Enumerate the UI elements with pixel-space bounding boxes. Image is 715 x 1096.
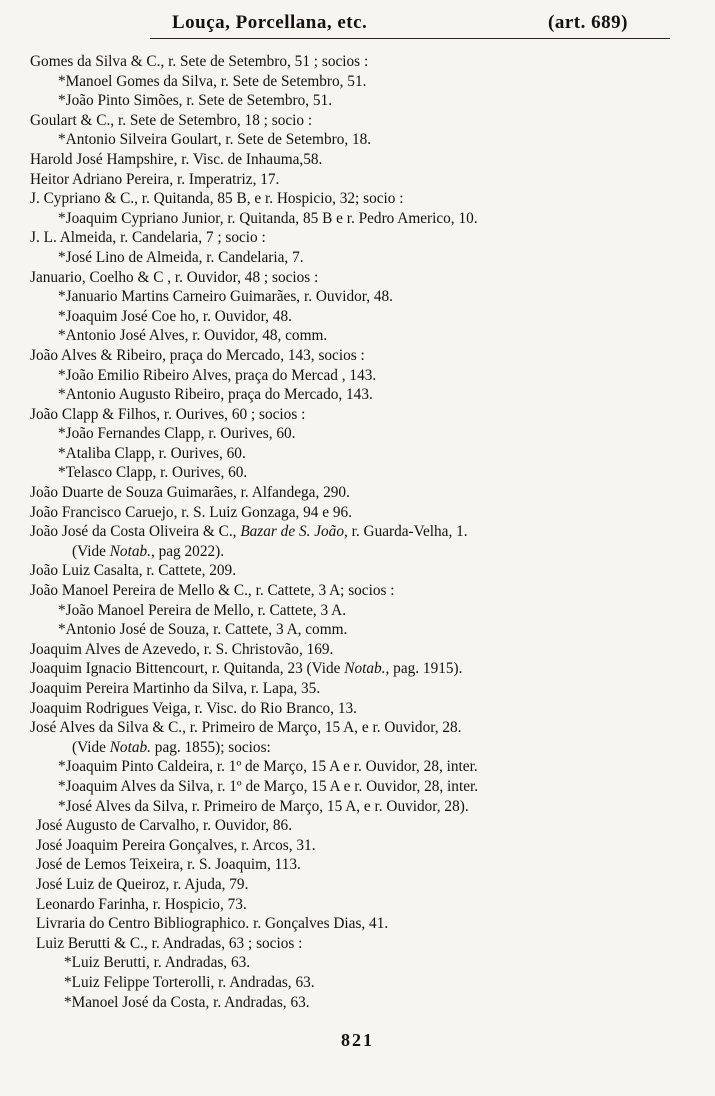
entry-text: *José Alves da Silva, r. Primeiro de Março, 15 A, e r. Ouvidor, 28). (58, 797, 469, 815)
entry-text: João José da Costa Oliveira & C., (30, 523, 241, 541)
entry-text: Gomes da Silva & C., r. Sete de Setembro, 51 ; socios : (30, 53, 369, 70)
directory-entry-line (0, 228, 715, 248)
entry-tail-text: , pag. 1915). (385, 660, 463, 678)
entry-text: *Ataliba Clapp, r. Ourives, 60. (58, 444, 246, 462)
entry-text: *Antonio Augusto Ribeiro, praça do Mercado, 143. (58, 386, 373, 404)
directory-entry-line (0, 424, 715, 444)
entry-text: José Luiz de Queiroz, r. Ajuda, 79. (36, 875, 249, 893)
directory-entry-line (0, 816, 715, 836)
directory-entries (0, 52, 715, 1012)
entry-text: (Vide (72, 738, 110, 756)
entry-text: João Francisco Caruejo, r. S. Luiz Gonzaga, 94 e 96. (30, 503, 353, 521)
header-rule (150, 38, 670, 39)
entry-text: Luiz Berutti & C., r. Andradas, 63 ; socios : (36, 934, 303, 952)
entry-text: *José Lino de Almeida, r. Candelaria, 7. (58, 248, 304, 266)
entry-text: J. Cypriano & C., r. Quitanda, 85 B, e r. Hospicio, 32; socio : (30, 190, 404, 208)
entry-text: J. L. Almeida, r. Candelaria, 7 ; socio : (30, 229, 266, 247)
entry-text: *Telasco Clapp, r. Ourives, 60. (58, 464, 248, 482)
entry-text: João Manoel Pereira de Mello & C., r. Cattete, 3 A; socios : (30, 582, 395, 600)
directory-entry-line (0, 699, 715, 719)
entry-text: *Luiz Felippe Torterolli, r. Andradas, 63. (64, 973, 315, 991)
entry-text: *Joaquim José Coe ho, r. Ouvidor, 48. (58, 307, 292, 325)
directory-entry-line (0, 679, 715, 699)
entry-text: Livraria do Centro Bibliographico. r. Gonçalves Dias, 41. (36, 915, 389, 933)
directory-entry-line (0, 581, 715, 601)
directory-entry-line (0, 307, 715, 327)
directory-entry-line (0, 91, 715, 111)
directory-entry-line (0, 130, 715, 150)
entry-text: José Joaquim Pereira Gonçalves, r. Arcos, 31. (36, 836, 316, 854)
directory-entry-line (0, 895, 715, 915)
directory-entry-line (0, 777, 715, 797)
directory-entry-line (0, 934, 715, 954)
directory-entry-line (0, 326, 715, 346)
entry-text: Heitor Adriano Pereira, r. Imperatriz, 17. (30, 170, 280, 188)
entry-text: Joaquim Ignacio Bittencourt, r. Quitanda, 23 (Vide (30, 660, 345, 678)
entry-text: Joaquim Pereira Martinho da Silva, r. Lapa, 35. (30, 680, 321, 697)
directory-entry-line (0, 601, 715, 621)
entry-text: *Joaquim Alves da Silva, r. 1º de Março, 15 A e r. Ouvidor, 28, inter. (58, 777, 479, 795)
directory-entry-line (0, 620, 715, 640)
entry-text: *Januario Martins Carneiro Guimarães, r. Ouvidor, 48. (58, 288, 393, 306)
directory-entry-line (0, 405, 715, 425)
entry-text: *João Manoel Pereira de Mello, r. Cattete, 3 A. (58, 601, 347, 619)
entry-text: José Augusto de Carvalho, r. Ouvidor, 86. (36, 817, 293, 835)
directory-entry-line (0, 993, 715, 1013)
directory-entry-line (0, 973, 715, 993)
directory-entry-line (0, 189, 715, 209)
directory-entry-line (0, 561, 715, 581)
directory-entry-line (0, 836, 715, 856)
directory-entry-line (0, 640, 715, 660)
directory-entry-line (0, 150, 715, 170)
entry-text: Harold José Hampshire, r. Visc. de Inhauma,58. (30, 150, 323, 168)
entry-text: João Luiz Casalta, r. Cattete, 209. (30, 562, 237, 580)
entry-text: João Duarte de Souza Guimarães, r. Alfandega, 290. (30, 484, 350, 502)
entry-text: *Antonio José de Souza, r. Cattete, 3 A, comm. (58, 621, 348, 639)
directory-entry-line (0, 483, 715, 503)
directory-entry-line (0, 248, 715, 268)
entry-italic-text: Notab. (344, 660, 386, 678)
entry-text: *Antonio José Alves, r. Ouvidor, 48, comm. (58, 327, 328, 345)
directory-entry-line (0, 287, 715, 307)
entry-text: *Manoel Gomes da Silva, r. Sete de Setembro, 51. (58, 72, 367, 90)
entry-text: *Antonio Silveira Goulart, r. Sete de Setembro, 18. (58, 131, 372, 149)
entry-text: José Alves da Silva & C., r. Primeiro de Março, 15 A, e r. Ouvidor, 28. (30, 719, 462, 737)
entry-tail-text: , pag 2022). (150, 542, 225, 560)
directory-entry-line (0, 463, 715, 483)
section-title: Louça, Porcellana, etc. (172, 12, 368, 33)
directory-entry-line (0, 170, 715, 190)
entry-text: *João Fernandes Clapp, r. Ourives, 60. (58, 425, 296, 443)
entry-text: *João Pinto Simões, r. Sete de Setembro, 51. (58, 92, 333, 110)
directory-entry-line (0, 268, 715, 288)
entry-tail-text: pag. 1855); socios: (150, 738, 271, 756)
directory-entry-line (0, 875, 715, 895)
directory-entry-line (0, 718, 715, 738)
entry-text: *Joaquim Cypriano Junior, r. Quitanda, 85 B e r. Pedro Americo, 10. (58, 209, 478, 227)
entry-text: José de Lemos Teixeira, r. S. Joaquim, 113. (36, 856, 301, 874)
article-number: (art. 689) (548, 12, 628, 33)
directory-entry-line (0, 72, 715, 92)
entry-text: Goulart & C., r. Sete de Setembro, 18 ; socio : (30, 111, 313, 129)
entry-text: João Clapp & Filhos, r. Ourives, 60 ; socios : (30, 405, 306, 423)
directory-entry-line (0, 366, 715, 386)
directory-entry-line (0, 522, 715, 542)
directory-entry-line (0, 659, 715, 679)
directory-entry-line (0, 52, 715, 72)
directory-entry-line (0, 542, 715, 562)
directory-entry-line (0, 444, 715, 464)
directory-entry-line (0, 855, 715, 875)
directory-entry-line (0, 738, 715, 758)
directory-entry-line (0, 385, 715, 405)
entry-text: (Vide (72, 542, 110, 560)
entry-text: João Alves & Ribeiro, praça do Mercado, 143, socios : (30, 346, 365, 364)
entry-text: *Joaquim Pinto Caldeira, r. 1º de Março, 15 A e r. Ouvidor, 28, inter. (58, 758, 478, 776)
directory-entry-line (0, 346, 715, 366)
entry-text: Januario, Coelho & C , r. Ouvidor, 48 ; socios : (30, 268, 319, 286)
entry-text: *Manoel José da Costa, r. Andradas, 63. (64, 993, 310, 1011)
directory-entry-line (0, 503, 715, 523)
page-number: 821 (341, 1030, 374, 1050)
entry-text: *João Emilio Ribeiro Alves, praça do Mercad , 143. (58, 366, 377, 384)
entry-text: Leonardo Farinha, r. Hospicio, 73. (36, 895, 247, 913)
entry-text: Joaquim Alves de Azevedo, r. S. Christovão, 169. (30, 640, 334, 658)
directory-entry-line (0, 111, 715, 131)
entry-text: *Luiz Berutti, r. Andradas, 63. (64, 954, 251, 972)
directory-entry-line (0, 953, 715, 973)
directory-entry-line (0, 914, 715, 934)
directory-entry-line (0, 757, 715, 777)
directory-entry-line (0, 209, 715, 229)
entry-tail-text: , r. Guarda-Velha, 1. (343, 523, 468, 541)
entry-text: Joaquim Rodrigues Veiga, r. Visc. do Rio Branco, 13. (30, 699, 357, 717)
running-header (0, 8, 715, 36)
entry-italic-text: Notab. (109, 738, 151, 756)
entry-italic-text: Bazar de S. João (240, 523, 344, 541)
directory-entry-line (0, 797, 715, 817)
entry-italic-text: Notab. (109, 542, 151, 560)
